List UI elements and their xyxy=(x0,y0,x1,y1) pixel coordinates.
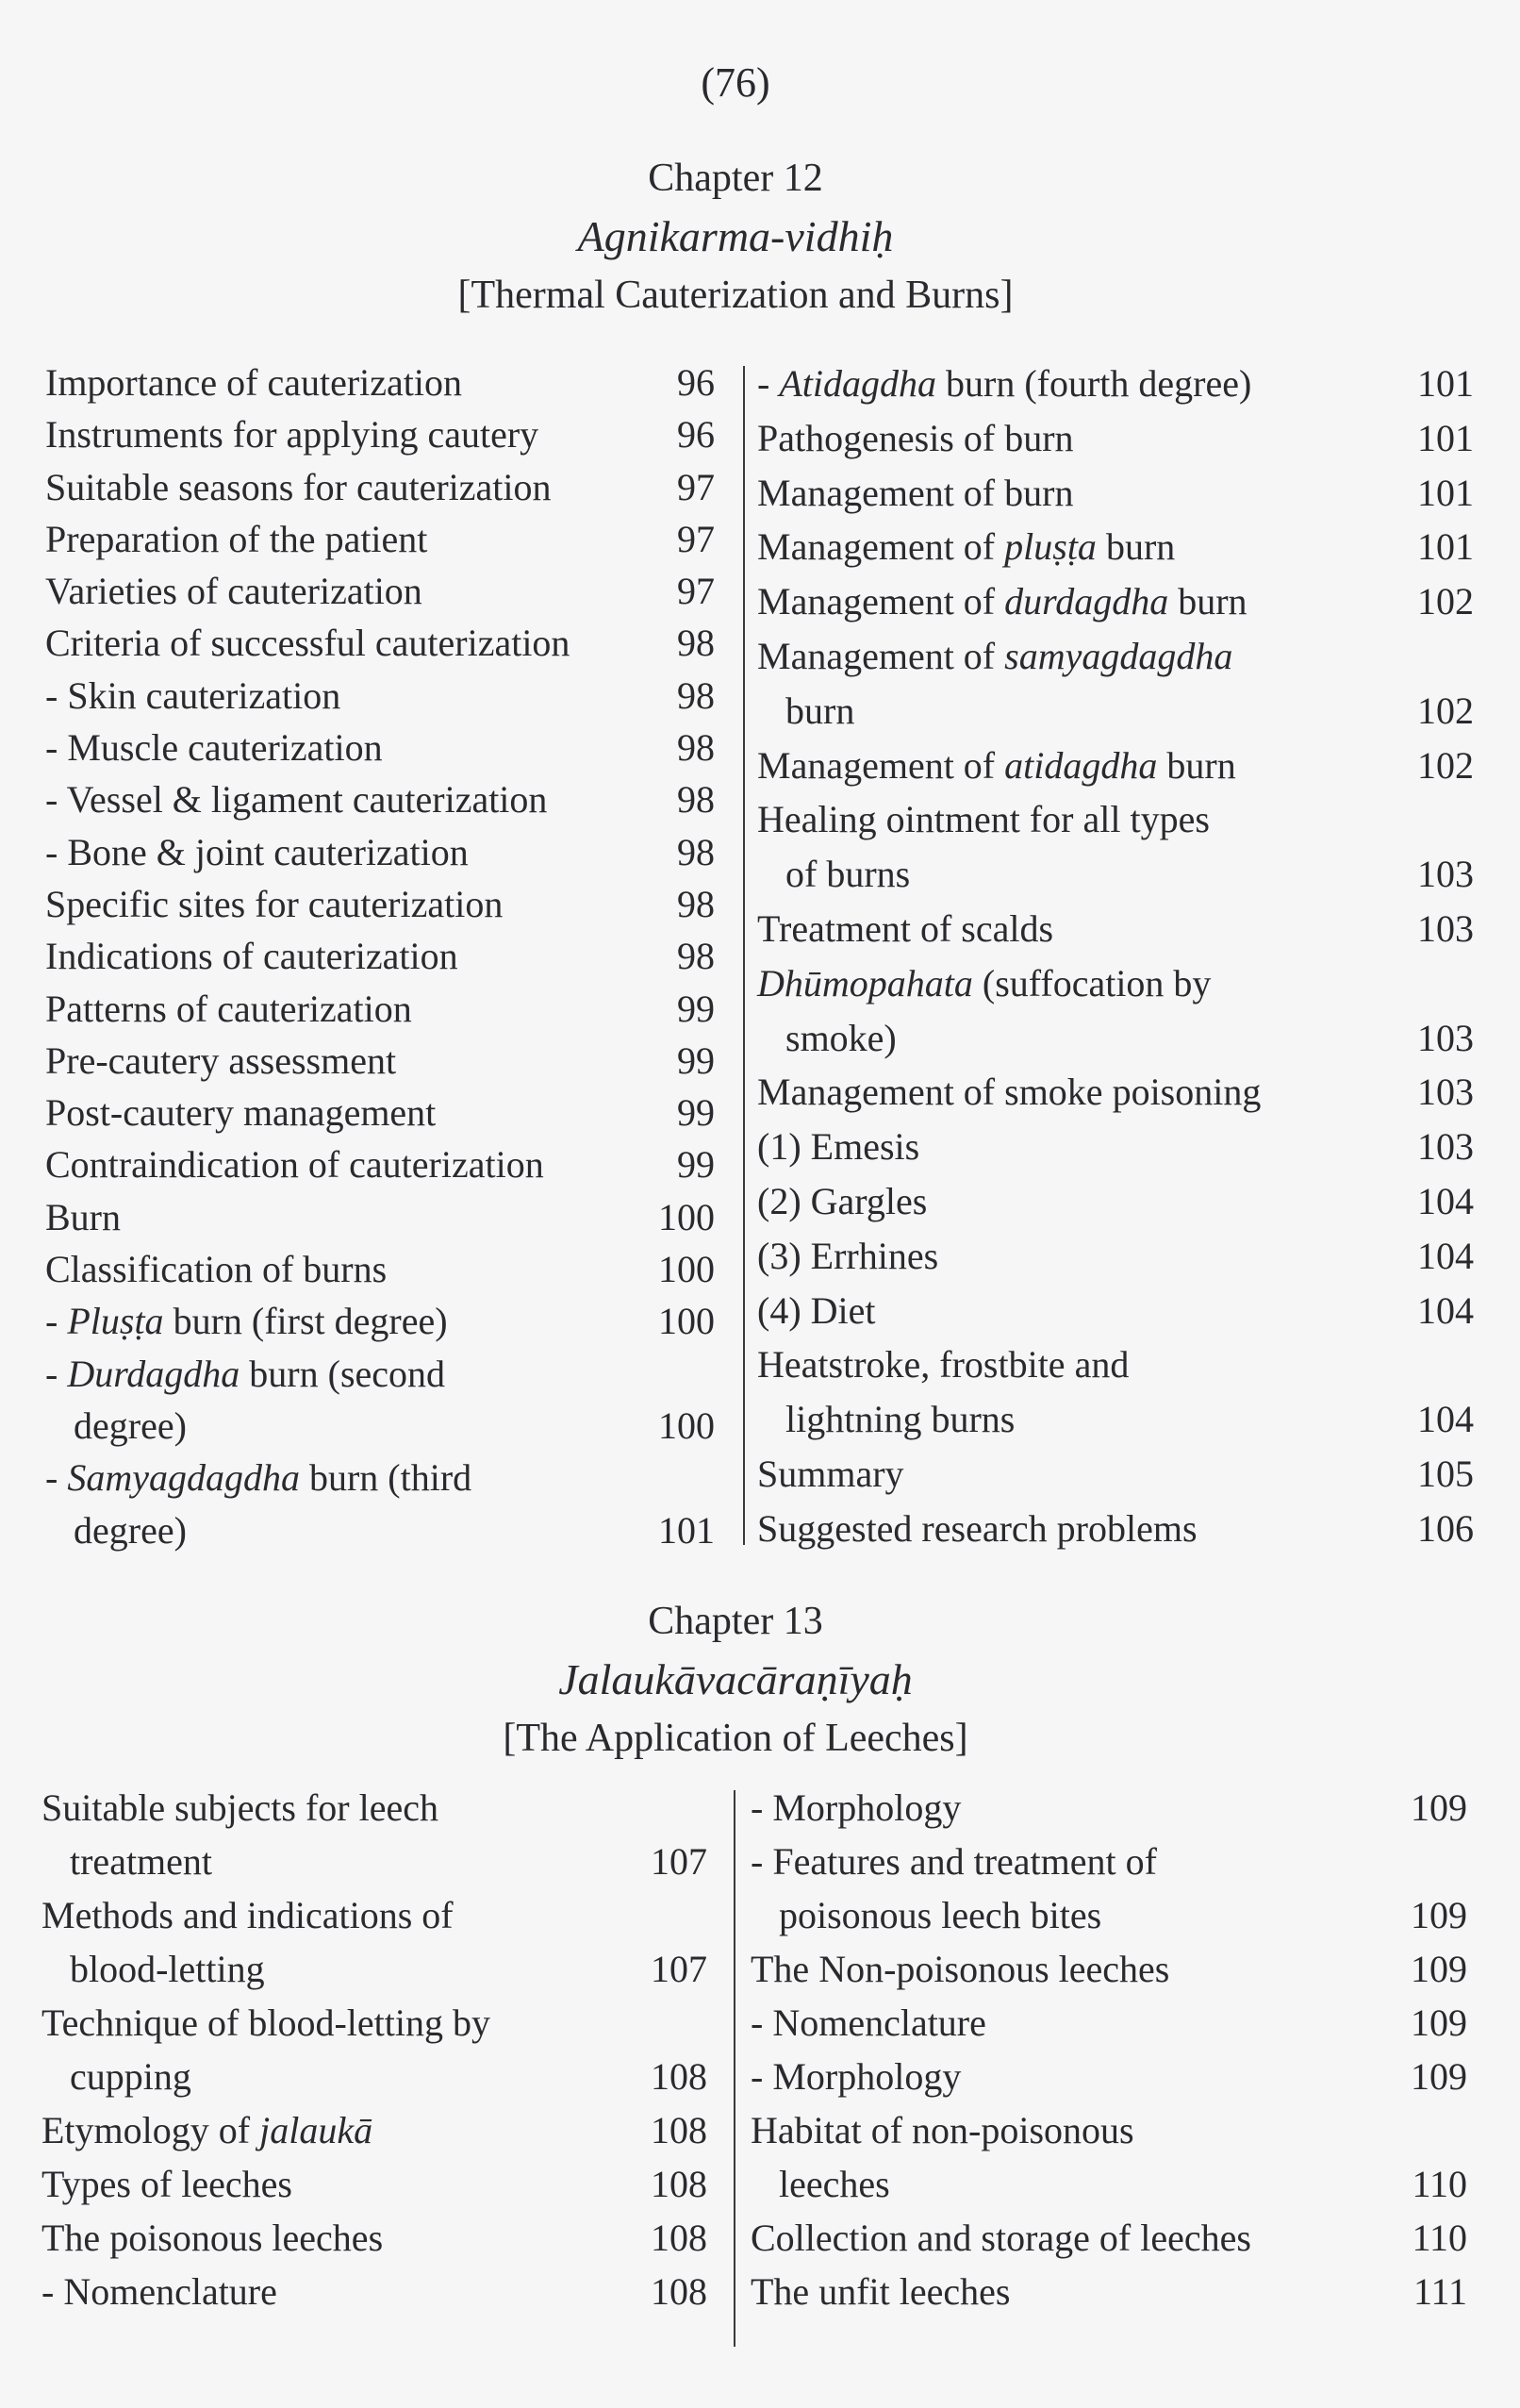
page-ref: 109 xyxy=(1411,2001,1467,2044)
entry-text: burn (third xyxy=(299,1456,472,1500)
toc-left-column xyxy=(41,1781,707,2318)
chapter-label: Chapter 12 xyxy=(648,157,823,200)
toc-entry xyxy=(41,1781,707,1888)
entry-text: Pathogenesis of burn xyxy=(757,416,1074,459)
toc-entry xyxy=(757,357,1474,411)
page-ref: 104 xyxy=(1417,1179,1474,1222)
entry-text: Collection and storage of leeches xyxy=(751,2217,1251,2259)
entry-text: burn xyxy=(1096,525,1176,569)
entry-text: The unfit leeches xyxy=(751,2270,1011,2313)
toc-entry-title xyxy=(757,1284,1406,1338)
page-ref: 96 xyxy=(677,361,715,404)
toc-entry xyxy=(45,1452,715,1556)
entry-text: - xyxy=(45,1352,68,1395)
entry-text: Criteria of successful cauterization xyxy=(45,622,570,665)
toc-entry-title xyxy=(757,902,1406,956)
toc-entry-title xyxy=(757,739,1406,793)
entry-text: - Nomenclature xyxy=(751,2001,986,2044)
page-ref: 110 xyxy=(1412,2163,1467,2205)
entry-text: Treatment of scalds xyxy=(757,906,1054,950)
toc-entry-title xyxy=(751,1781,1399,1835)
page-number: (76) xyxy=(701,59,770,106)
toc-entry-title xyxy=(45,1243,647,1295)
entry-text: - Skin cauterization xyxy=(45,673,341,717)
toc-entry xyxy=(45,1035,715,1087)
page-ref: 109 xyxy=(1411,2055,1467,2098)
entry-text: Technique of blood-letting by xyxy=(41,2001,490,2044)
page-ref: 99 xyxy=(677,1143,715,1187)
entry-text: Burn xyxy=(45,1195,121,1238)
entry-text: Suitable subjects for leech xyxy=(41,1786,438,1829)
entry-continuation: smoke) xyxy=(785,1016,897,1059)
toc-entry-title xyxy=(45,408,666,460)
toc-entry-title xyxy=(41,2103,639,2157)
page-ref: 107 xyxy=(651,1948,707,1990)
toc-entry xyxy=(757,1120,1474,1174)
toc-entry-title xyxy=(751,1996,1399,2050)
entry-text: Management of xyxy=(757,525,1005,569)
toc-entry-title xyxy=(41,2265,639,2318)
page-ref: 110 xyxy=(1412,2217,1467,2259)
entry-text: burn xyxy=(1157,743,1236,787)
toc-entry-title xyxy=(45,1295,647,1347)
toc-entry xyxy=(751,1835,1467,1942)
entry-text: burn (fourth degree) xyxy=(936,362,1252,405)
toc-entry-title xyxy=(45,357,666,408)
toc-entry xyxy=(41,2265,707,2318)
toc-entry xyxy=(751,2103,1467,2211)
toc-entry xyxy=(41,1996,707,2103)
chapter-label: Chapter 13 xyxy=(648,1600,823,1643)
toc-entry-title xyxy=(45,1138,666,1190)
toc-entry xyxy=(45,930,715,982)
page-ref: 108 xyxy=(651,2109,707,2151)
entry-continuation: burn xyxy=(785,689,855,732)
entry-text: Preparation of the patient xyxy=(45,517,428,560)
entry-text: Specific sites for cauterization xyxy=(45,882,504,925)
page-ref: 108 xyxy=(651,2055,707,2098)
page-ref: 103 xyxy=(1417,853,1474,896)
entry-italic-term: durdagdha xyxy=(1004,580,1169,623)
entry-italic-term: Dhūmopahata xyxy=(757,961,973,1005)
toc-entry-title xyxy=(757,520,1406,574)
toc-entry xyxy=(41,2211,707,2265)
page-ref: 102 xyxy=(1417,743,1474,787)
page-ref: 99 xyxy=(677,987,715,1030)
toc-entry xyxy=(757,574,1474,629)
page-ref: 98 xyxy=(677,778,715,822)
page-ref: 109 xyxy=(1411,1894,1467,1936)
entry-text: Types of leeches xyxy=(41,2163,292,2205)
page-ref: 101 xyxy=(1417,416,1474,459)
toc-entry xyxy=(45,461,715,513)
toc-entry xyxy=(757,520,1474,574)
page-ref: 108 xyxy=(651,2217,707,2259)
toc-entry xyxy=(757,1337,1474,1447)
entry-continuation: degree) xyxy=(74,1403,187,1447)
entry-text: Suggested research problems xyxy=(757,1506,1198,1550)
entry-italic-term: Atidagdha xyxy=(779,362,936,405)
entry-text: Contraindication of cauterization xyxy=(45,1143,544,1187)
entry-continuation: poisonous leech bites xyxy=(779,1894,1102,1936)
entry-text: - Muscle cauterization xyxy=(45,726,383,770)
toc-entry xyxy=(757,902,1474,956)
toc-entry xyxy=(751,1996,1467,2050)
toc-entry xyxy=(757,1229,1474,1284)
entry-text: Management of burn xyxy=(757,471,1074,514)
page-ref: 107 xyxy=(651,1840,707,1883)
entry-text: Heatstroke, frostbite and xyxy=(757,1343,1130,1387)
page-ref: 103 xyxy=(1417,1071,1474,1114)
entry-text: Classification of burns xyxy=(45,1248,388,1291)
entry-text: Management of smoke poisoning xyxy=(757,1071,1262,1114)
toc-entry xyxy=(45,1138,715,1190)
page-ref: 100 xyxy=(658,1403,715,1447)
page-ref: 101 xyxy=(1417,471,1474,514)
toc-entry-title xyxy=(45,930,666,982)
entry-text: Importance of cauterization xyxy=(45,361,462,404)
toc-entry-title xyxy=(45,461,666,513)
toc-left-column xyxy=(45,357,715,1556)
entry-italic-term: samyagdagdha xyxy=(1004,634,1233,677)
toc-entry-title xyxy=(751,2265,1402,2318)
toc-entry xyxy=(757,792,1474,902)
page-ref: 109 xyxy=(1411,1786,1467,1829)
chapter-13-heading xyxy=(0,1592,1471,1768)
toc-entry-title xyxy=(757,629,1406,739)
entry-text: Methods and indications of xyxy=(41,1894,454,1936)
entry-continuation: of burns xyxy=(785,853,911,896)
toc-entry xyxy=(45,722,715,773)
toc-entry xyxy=(45,1087,715,1138)
toc-entry xyxy=(751,1942,1467,1996)
entry-text: Post-cautery management xyxy=(45,1091,437,1135)
page-ref: 108 xyxy=(651,2270,707,2313)
entry-text: (2) Gargles xyxy=(757,1179,928,1222)
page-ref: 98 xyxy=(677,882,715,925)
toc-entry xyxy=(757,629,1474,739)
toc-entry-title xyxy=(41,1996,639,2103)
toc-entry-title xyxy=(45,565,666,617)
page-ref: 103 xyxy=(1417,1125,1474,1169)
entry-text: - Morphology xyxy=(751,2055,962,2098)
toc-entry-title xyxy=(45,722,666,773)
page-ref: 104 xyxy=(1417,1234,1474,1277)
entry-text: - Vessel & ligament cauterization xyxy=(45,778,548,822)
page-ref: 105 xyxy=(1417,1452,1474,1495)
entry-continuation: cupping xyxy=(70,2055,191,2098)
entry-text: (4) Diet xyxy=(757,1288,876,1332)
entry-text: Indications of cauterization xyxy=(45,935,458,978)
toc-entry xyxy=(45,1295,715,1347)
page-ref: 102 xyxy=(1417,580,1474,623)
toc-entry-title xyxy=(757,1502,1406,1556)
toc-entry-title xyxy=(757,956,1406,1066)
page-ref: 111 xyxy=(1413,2270,1467,2313)
toc-entry xyxy=(45,670,715,722)
page-ref: 98 xyxy=(677,673,715,717)
toc-entry-title xyxy=(751,2103,1400,2211)
toc-entry-title xyxy=(757,1229,1406,1284)
entry-text: The Non-poisonous leeches xyxy=(751,1948,1170,1990)
entry-text: burn xyxy=(1168,580,1247,623)
toc-entry-title xyxy=(45,513,666,565)
page-ref: 104 xyxy=(1417,1398,1474,1441)
page-ref: 101 xyxy=(1417,525,1474,569)
toc-entry xyxy=(757,1065,1474,1120)
entry-text: Habitat of non-poisonous xyxy=(751,2109,1134,2151)
toc-entry-title xyxy=(45,773,666,825)
toc-entry xyxy=(45,983,715,1035)
toc-entry-title xyxy=(757,411,1406,466)
entry-italic-term: Samyagdagdha xyxy=(67,1456,300,1500)
toc-entry-title xyxy=(41,1888,639,1996)
chapter-subtitle: [The Application of Leeches] xyxy=(503,1717,968,1760)
chapter-subtitle: [Thermal Cauterization and Burns] xyxy=(457,274,1014,317)
toc-right-column xyxy=(751,1781,1467,2318)
toc-entry-title xyxy=(757,792,1406,902)
toc-entry-title xyxy=(751,2050,1399,2103)
entry-italic-term: atidagdha xyxy=(1004,743,1158,787)
toc-entry-title xyxy=(45,983,666,1035)
toc-entry xyxy=(41,2103,707,2157)
toc-entry-title xyxy=(45,826,666,878)
page-ref: 98 xyxy=(677,935,715,978)
entry-text: (suffocation by xyxy=(972,961,1212,1005)
toc-entry xyxy=(751,1781,1467,1835)
toc-entry-title xyxy=(757,1065,1406,1120)
toc-entry xyxy=(757,466,1474,521)
toc-entry xyxy=(41,1888,707,1996)
page-ref: 100 xyxy=(658,1248,715,1291)
entry-italic-term: Pluṣṭa xyxy=(67,1300,164,1343)
toc-entry xyxy=(757,1284,1474,1338)
column-divider xyxy=(743,366,745,1545)
page-ref: 108 xyxy=(651,2163,707,2205)
entry-italic-term: Durdagdha xyxy=(67,1352,240,1395)
entry-text: Instruments for applying cautery xyxy=(45,413,539,457)
chapter-title: Jalaukāvacāraṇīyaḥ xyxy=(558,1655,913,1703)
entry-text: (1) Emesis xyxy=(757,1125,920,1169)
entry-text: The poisonous leeches xyxy=(41,2217,384,2259)
page-ref: 102 xyxy=(1417,689,1474,732)
entry-text: Pre-cautery assessment xyxy=(45,1038,397,1082)
entry-text: Suitable seasons for cauterization xyxy=(45,465,552,508)
toc-entry-title xyxy=(45,670,666,722)
entry-continuation: treatment xyxy=(70,1840,213,1883)
toc-entry-title xyxy=(45,878,666,930)
toc-right-column xyxy=(757,357,1474,1556)
toc-entry xyxy=(45,565,715,617)
entry-text: Management of xyxy=(757,743,1005,787)
toc-entry xyxy=(45,1191,715,1243)
page-ref: 99 xyxy=(677,1091,715,1135)
page-ref: 101 xyxy=(1417,362,1474,405)
toc-entry-title xyxy=(757,1174,1406,1229)
page-ref: 100 xyxy=(658,1195,715,1238)
entry-continuation: leeches xyxy=(779,2163,890,2205)
entry-text: Healing ointment for all types xyxy=(757,798,1210,841)
toc-entry-title xyxy=(45,1191,647,1243)
toc-entry xyxy=(45,826,715,878)
page-ref: 106 xyxy=(1417,1506,1474,1550)
toc-entry-title xyxy=(751,1835,1399,1942)
entry-text: - Bone & joint cauterization xyxy=(45,830,469,873)
chapter-title: Agnikarma-vidhiḥ xyxy=(577,212,894,260)
entry-continuation: degree) xyxy=(74,1508,187,1552)
page-ref: 100 xyxy=(658,1300,715,1343)
entry-text: burn (first degree) xyxy=(163,1300,448,1343)
entry-text: Etymology of xyxy=(41,2109,260,2151)
toc-entry-title xyxy=(757,574,1406,629)
page-ref: 109 xyxy=(1411,1948,1467,1990)
toc-entry xyxy=(757,956,1474,1066)
entry-text: Summary xyxy=(757,1452,904,1495)
toc-entry xyxy=(757,1502,1474,1556)
toc-entry xyxy=(757,1174,1474,1229)
toc-entry xyxy=(45,513,715,565)
toc-entry-title xyxy=(757,466,1406,521)
entry-continuation: lightning burns xyxy=(785,1398,1016,1441)
column-divider xyxy=(734,1790,735,2347)
page-ref: 99 xyxy=(677,1038,715,1082)
toc-entry-title xyxy=(757,1120,1406,1174)
toc-entry-title xyxy=(41,2157,639,2211)
page-ref: 103 xyxy=(1417,906,1474,950)
toc-entry-title xyxy=(757,357,1406,411)
toc-entry xyxy=(45,878,715,930)
toc-entry xyxy=(757,739,1474,793)
toc-entry xyxy=(757,411,1474,466)
toc-entry-title xyxy=(45,617,666,669)
toc-entry-title xyxy=(757,1337,1406,1447)
page-ref: 98 xyxy=(677,622,715,665)
entry-text: - xyxy=(45,1456,68,1500)
chapter-13-toc xyxy=(41,1781,1467,2347)
toc-entry xyxy=(757,1447,1474,1502)
toc-entry xyxy=(45,408,715,460)
toc-entry xyxy=(751,2050,1467,2103)
entry-text: Management of xyxy=(757,580,1005,623)
chapter-12-heading xyxy=(0,149,1471,324)
entry-text: - Nomenclature xyxy=(41,2270,277,2313)
entry-text: Patterns of cauterization xyxy=(45,987,412,1030)
toc-entry-title xyxy=(45,1348,647,1453)
toc-entry xyxy=(751,2265,1467,2318)
entry-text: burn (second xyxy=(240,1352,446,1395)
entry-text: - Features and treatment of xyxy=(751,1840,1157,1883)
entry-text: - xyxy=(757,362,780,405)
page-ref: 98 xyxy=(677,830,715,873)
entry-continuation: blood-letting xyxy=(70,1948,265,1990)
page-ref: 101 xyxy=(658,1508,715,1552)
toc-entry-title xyxy=(41,2211,639,2265)
page-ref: 103 xyxy=(1417,1016,1474,1059)
entry-italic-term: jalaukā xyxy=(259,2109,373,2151)
page-ref: 97 xyxy=(677,570,715,613)
entry-text: Management of xyxy=(757,634,1005,677)
toc-entry-title xyxy=(41,1781,639,1888)
toc-entry xyxy=(45,357,715,408)
entry-text: Varieties of cauterization xyxy=(45,570,422,613)
entry-text: - xyxy=(45,1300,68,1343)
toc-entry-title xyxy=(45,1035,666,1087)
toc-entry xyxy=(751,2211,1467,2265)
toc-entry-title xyxy=(45,1452,647,1556)
page-ref: 98 xyxy=(677,726,715,770)
page-ref: 97 xyxy=(677,517,715,560)
toc-entry-title xyxy=(751,2211,1400,2265)
entry-text: - Morphology xyxy=(751,1786,962,1829)
page-ref: 97 xyxy=(677,465,715,508)
toc-entry xyxy=(45,617,715,669)
toc-entry-title xyxy=(751,1942,1399,1996)
toc-entry xyxy=(45,1243,715,1295)
page-ref: 96 xyxy=(677,413,715,457)
toc-entry xyxy=(41,2157,707,2211)
entry-text: (3) Errhines xyxy=(757,1234,939,1277)
toc-entry-title xyxy=(757,1447,1406,1502)
toc-entry xyxy=(45,1348,715,1453)
chapter-12-toc xyxy=(45,357,1474,1554)
page-ref: 104 xyxy=(1417,1288,1474,1332)
toc-entry-title xyxy=(45,1087,666,1138)
toc-entry xyxy=(45,773,715,825)
entry-italic-term: pluṣṭa xyxy=(1004,525,1097,569)
